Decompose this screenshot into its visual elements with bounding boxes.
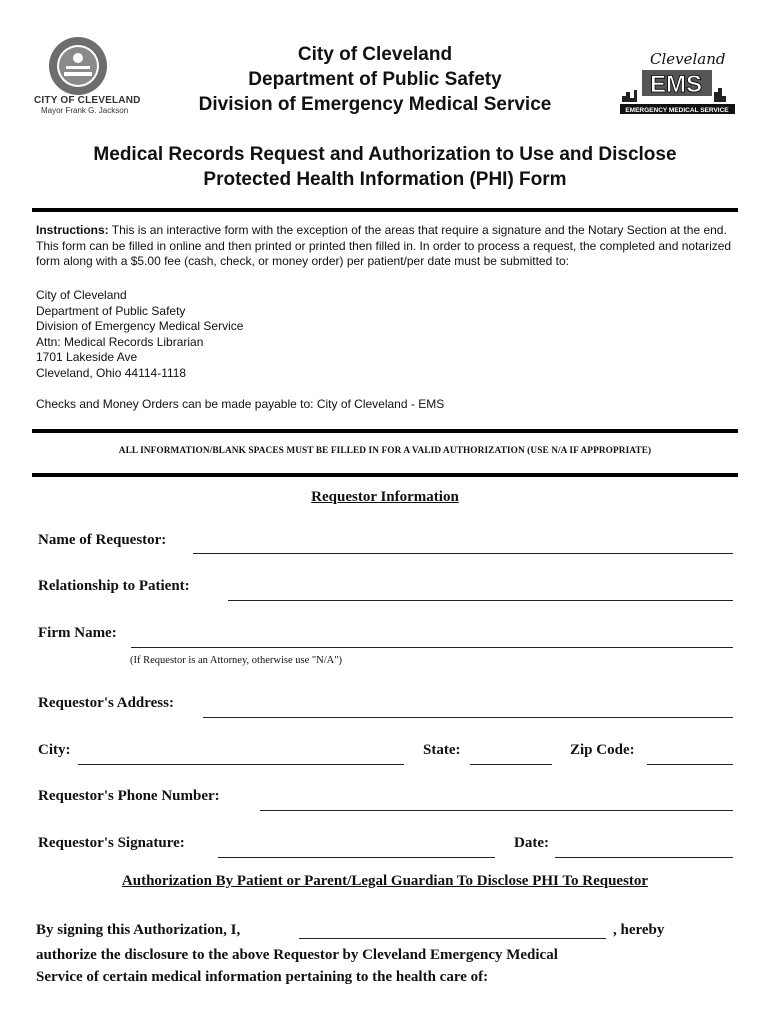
instructions-label: Instructions: (36, 223, 109, 237)
authorization-line: By signing this Authorization, I, (36, 922, 241, 938)
date-label: Date: (514, 835, 549, 851)
city-label: City: (38, 742, 71, 758)
firm-name-note: (If Requestor is an Attorney, otherwise use "N/A") (130, 655, 343, 666)
all-info-notice: ALL INFORMATION/BLANK SPACES MUST BE FILLED IN FOR A VALID AUTHORIZATION (USE N/A IF APPROPRIATE) (118, 446, 652, 456)
state-label: State: (423, 742, 461, 758)
firm-name-field[interactable] (131, 647, 733, 648)
mayor-name: Mayor Frank G. Jackson (41, 106, 129, 115)
address-line: Attn: Medical Records Librarian (36, 334, 204, 349)
authorization-line: Service of certain medical information pertaining to the health care of: (36, 969, 489, 985)
form-title-line2: Protected Health Information (PHI) Form (203, 169, 567, 190)
name-of-requestor-label: Name of Requestor: (38, 532, 167, 548)
phone-field[interactable] (260, 810, 733, 811)
requestor-section-title: Requestor Information (311, 489, 459, 505)
divider (32, 473, 738, 477)
svg-text:EMS: EMS (650, 71, 703, 98)
city-seal-logo (48, 36, 108, 96)
address-line: Division of Emergency Medical Service (36, 319, 244, 333)
city-name: CITY OF CLEVELAND (34, 95, 141, 106)
mailing-address (36, 288, 243, 381)
address-line: Cleveland, Ohio 44114-1118 (36, 365, 187, 380)
patient-name-field[interactable] (299, 938, 606, 939)
header-title (150, 42, 600, 117)
address-line: 1701 Lakeside Ave (36, 350, 138, 364)
zip-code-field[interactable] (647, 764, 733, 765)
authorization-line: authorize the disclosure to the above Requestor by Cleveland Emergency Medical (36, 947, 558, 963)
divider (32, 429, 738, 433)
header-line-department: Department of Public Safety (248, 69, 502, 90)
city-field[interactable] (78, 764, 404, 765)
authorization-hereby: , hereby (613, 922, 665, 938)
divider (32, 208, 738, 212)
svg-text:EMERGENCY MEDICAL SERVICE: EMERGENCY MEDICAL SERVICE (625, 107, 729, 114)
form-title (40, 142, 730, 192)
instructions (36, 223, 736, 270)
instructions-text: This is an interactive form with the exception of the areas that require a signature and the Notary Section at the end. This form can be filled in online and then printed or printed then filled in. In order to process a request, the completed and notarized form along with a $5.00 fee (cash, check, or money order) per patient/per date must be submitted to: (36, 223, 732, 268)
authorization-section-title: Authorization By Patient or Parent/Legal Guardian To Disclose PHI To Requestor (121, 873, 649, 889)
header-line-division: Division of Emergency Medical Service (198, 94, 552, 115)
signature-label: Requestor's Signature: (38, 835, 185, 851)
address-line: City of Cleveland (36, 288, 127, 302)
requestor-address-field[interactable] (203, 717, 733, 718)
state-field[interactable] (470, 764, 552, 765)
requestor-address-label: Requestor's Address: (38, 695, 174, 711)
firm-name-label: Firm Name: (38, 625, 117, 641)
svg-text:Cleveland: Cleveland (650, 50, 726, 68)
date-field[interactable] (555, 857, 733, 858)
relationship-field[interactable] (228, 600, 733, 601)
checks-note: Checks and Money Orders can be made payable to: City of Cleveland - EMS (36, 397, 445, 411)
address-line: Department of Public Safety (36, 303, 186, 318)
name-of-requestor-field[interactable] (193, 553, 733, 554)
cleveland-ems-logo (620, 46, 735, 118)
header-line-city: City of Cleveland (297, 44, 453, 65)
signature-field[interactable] (218, 857, 495, 858)
form-title-line1: Medical Records Request and Authorization to Use and Disclose (93, 144, 677, 165)
relationship-label: Relationship to Patient: (38, 578, 190, 594)
phone-label: Requestor's Phone Number: (38, 788, 220, 804)
zip-code-label: Zip Code: (570, 742, 635, 758)
